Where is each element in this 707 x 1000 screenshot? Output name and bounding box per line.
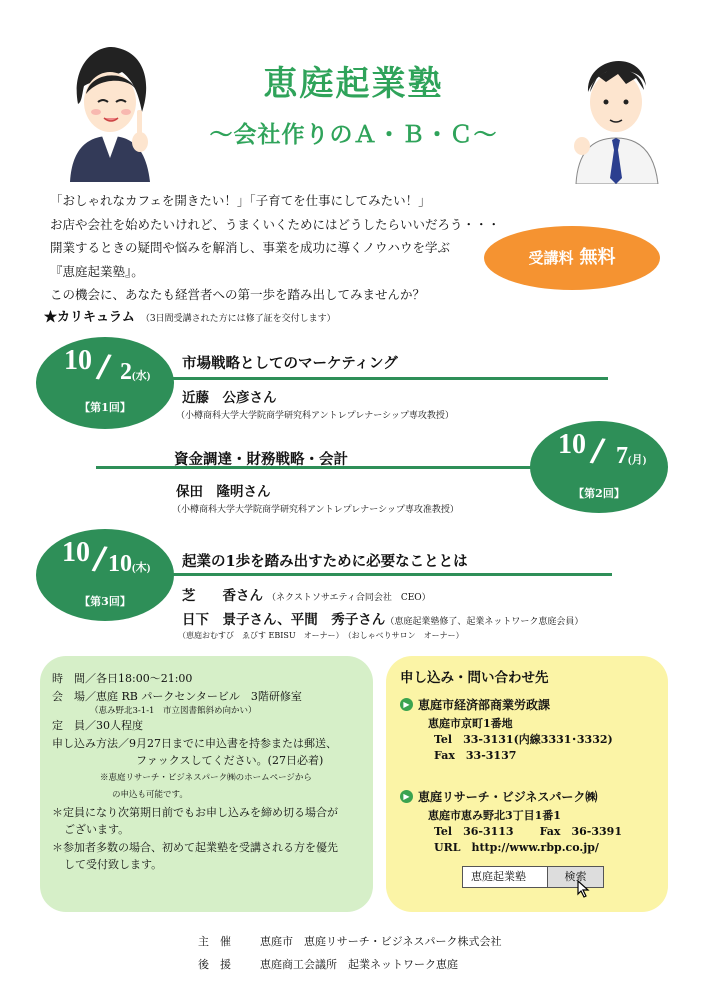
info-apply-2: ファックスしてください。(27日必着) xyxy=(136,754,324,767)
intro-text xyxy=(50,189,500,307)
intro-line: 開業するときの疑問や悩みを解消し、事業を成功に導くノウハウを学ぶ xyxy=(50,240,451,255)
search-button[interactable]: 検索 xyxy=(548,866,604,888)
contact-org-1 xyxy=(400,696,654,713)
org-2-name: 恵庭リサーチ・ビジネスパーク㈱ xyxy=(418,790,598,804)
org-2-tel-fax xyxy=(400,824,654,840)
curriculum-note: （3日間受講された方には修了証を交付します） xyxy=(140,314,336,324)
curriculum-heading xyxy=(44,306,336,325)
event-info-box xyxy=(40,656,373,912)
fee-badge xyxy=(484,226,660,290)
org-2-tel: Tel 36-3113 xyxy=(434,825,514,838)
session-2-title: 資金調達・財務戦略・会計 xyxy=(174,451,348,468)
session-day-value: 7 xyxy=(616,443,628,469)
session-3-lecturer-name: 芝 香さん xyxy=(182,588,263,604)
bullet-icon: ▶ xyxy=(400,698,413,711)
session-number: 【第3回】 xyxy=(79,595,131,608)
session-3-lecturer2-names: 日下 景子さん、平間 秀子さん xyxy=(182,612,386,628)
session-day-value: 2 xyxy=(120,359,132,385)
bullet-icon: ▶ xyxy=(400,790,413,803)
support-label: 後 援 xyxy=(198,958,231,971)
intro-line: この機会に、あなたも経営者への第一歩を踏み出してみませんか？ xyxy=(50,287,426,302)
cursor-icon xyxy=(576,880,592,898)
org-1-address: 恵庭市京町1番地 xyxy=(428,717,513,730)
host-label: 主 催 xyxy=(198,935,231,948)
org-1-fax: Fax 33-3137 xyxy=(434,749,517,762)
session-3-lecturer2-note: （恵庭起業塾修了、起業ネットワーク恵庭会員） xyxy=(385,617,584,627)
intro-line: 「おしゃれなカフェを開きたい！」「子育てを仕事にしてみたい！」 xyxy=(50,193,431,208)
org-1-tel: Tel 33-3131(内線3331･3332) xyxy=(434,733,613,746)
contact-org-2 xyxy=(400,788,654,805)
session-3-rule xyxy=(150,573,612,576)
info-web-2: の申込も可能です。 xyxy=(112,789,188,800)
support-value: 恵庭商工会議所 起業ネットワーク恵庭 xyxy=(260,958,458,971)
session-day xyxy=(616,443,646,470)
session-dow: (月) xyxy=(628,454,647,466)
org-1-name: 恵庭市経済部商業労政課 xyxy=(418,698,551,712)
intro-line: お店や会社を始めたいけれど、うまくいくためにはどうしたらいいだろう・・・ xyxy=(50,216,501,232)
session-3-lecturer-note: （ネクストソサエティ合同会社 CEO） xyxy=(267,593,431,603)
page-subtitle: 〜会社作りのＡ・Ｂ・Ｃ〜 xyxy=(209,122,498,148)
session-day xyxy=(108,551,150,578)
session-1-date-badge xyxy=(36,337,174,429)
info-note-1b: ございます。 xyxy=(64,823,130,836)
session-dow: (水) xyxy=(132,370,151,382)
footer-support xyxy=(198,956,458,972)
info-note-1a: ＊定員になり次第期日前でもお申し込みを締め切る場合が xyxy=(52,805,338,819)
session-month: 10 xyxy=(558,429,586,460)
info-apply-1: 申し込み方法／9月27日までに申込書を持参または郵送、 xyxy=(52,736,337,750)
info-note-2b: して受付致します。 xyxy=(64,858,163,871)
info-venue: 会 場／恵庭 RB パークセンタービル 3階研修室 xyxy=(52,689,302,703)
session-1-lecturer: 近藤 公彦さん xyxy=(182,390,277,406)
session-day-value: 10 xyxy=(108,551,132,577)
org-2-fax: Fax 36-3391 xyxy=(539,825,622,838)
session-2-lecturer: 保田 隆明さん xyxy=(176,484,271,500)
info-venue-note: （恵み野北3-1-1 市立図書館斜め向かい） xyxy=(90,706,257,716)
session-3-lecturer2 xyxy=(182,608,583,628)
intro-line: 『恵庭起業塾』。 xyxy=(50,263,144,279)
session-day xyxy=(120,359,150,386)
info-capacity: 定 員／30人程度 xyxy=(52,719,143,732)
info-note-2a: ＊参加者多数の場合、初めて起業塾を受講される方を優先 xyxy=(52,840,338,854)
session-month: 10 xyxy=(64,345,92,376)
date-slash: / xyxy=(94,346,113,386)
date-slash: / xyxy=(90,538,109,578)
session-number: 【第2回】 xyxy=(573,487,625,500)
host-value: 恵庭市 恵庭リサーチ・ビジネスパーク株式会社 xyxy=(260,935,502,948)
org-2-address: 恵庭市恵み野北3丁目1番1 xyxy=(428,809,561,822)
session-3-lecturer xyxy=(182,584,431,604)
search-input[interactable]: 恵庭起業塾 xyxy=(462,866,548,888)
contact-heading: 申し込み・問い合わせ先 xyxy=(400,670,549,686)
info-time: 時 間／各日18:00〜21:00 xyxy=(52,672,193,685)
session-dow: (木) xyxy=(132,562,151,574)
page-title: 恵庭起業塾 xyxy=(263,64,444,104)
session-month: 10 xyxy=(62,537,90,568)
session-3-title: 起業の1歩を踏み出すために必要なこととは xyxy=(182,553,468,570)
session-2-date-badge xyxy=(530,421,668,513)
curriculum-title: ★カリキュラム xyxy=(44,310,135,325)
session-1-affiliation: （小樽商科大学大学院商学研究科アントレプレナーシップ専攻教授） xyxy=(176,411,454,421)
session-2-affiliation: （小樽商科大学大学院商学研究科アントレプレナーシップ専攻准教授） xyxy=(172,505,459,515)
footer-host xyxy=(198,933,501,949)
session-1-rule xyxy=(150,377,608,380)
date-slash: / xyxy=(588,430,607,470)
session-1-title: 市場戦略としてのマーケティング xyxy=(182,355,398,372)
fee-label: 受講料 xyxy=(528,249,574,267)
session-3-shops: （恵庭おむすび ゑびす EBISU オーナー） （おしゃべりサロン オーナー） xyxy=(178,631,464,640)
fee-value: 無料 xyxy=(579,247,616,268)
info-web-1: ※恵庭リサーチ・ビジネスパーク㈱のホームページから xyxy=(100,772,312,783)
org-2-url[interactable]: URL http://www.rbp.co.jp/ xyxy=(434,841,599,854)
session-number: 【第1回】 xyxy=(79,401,131,414)
